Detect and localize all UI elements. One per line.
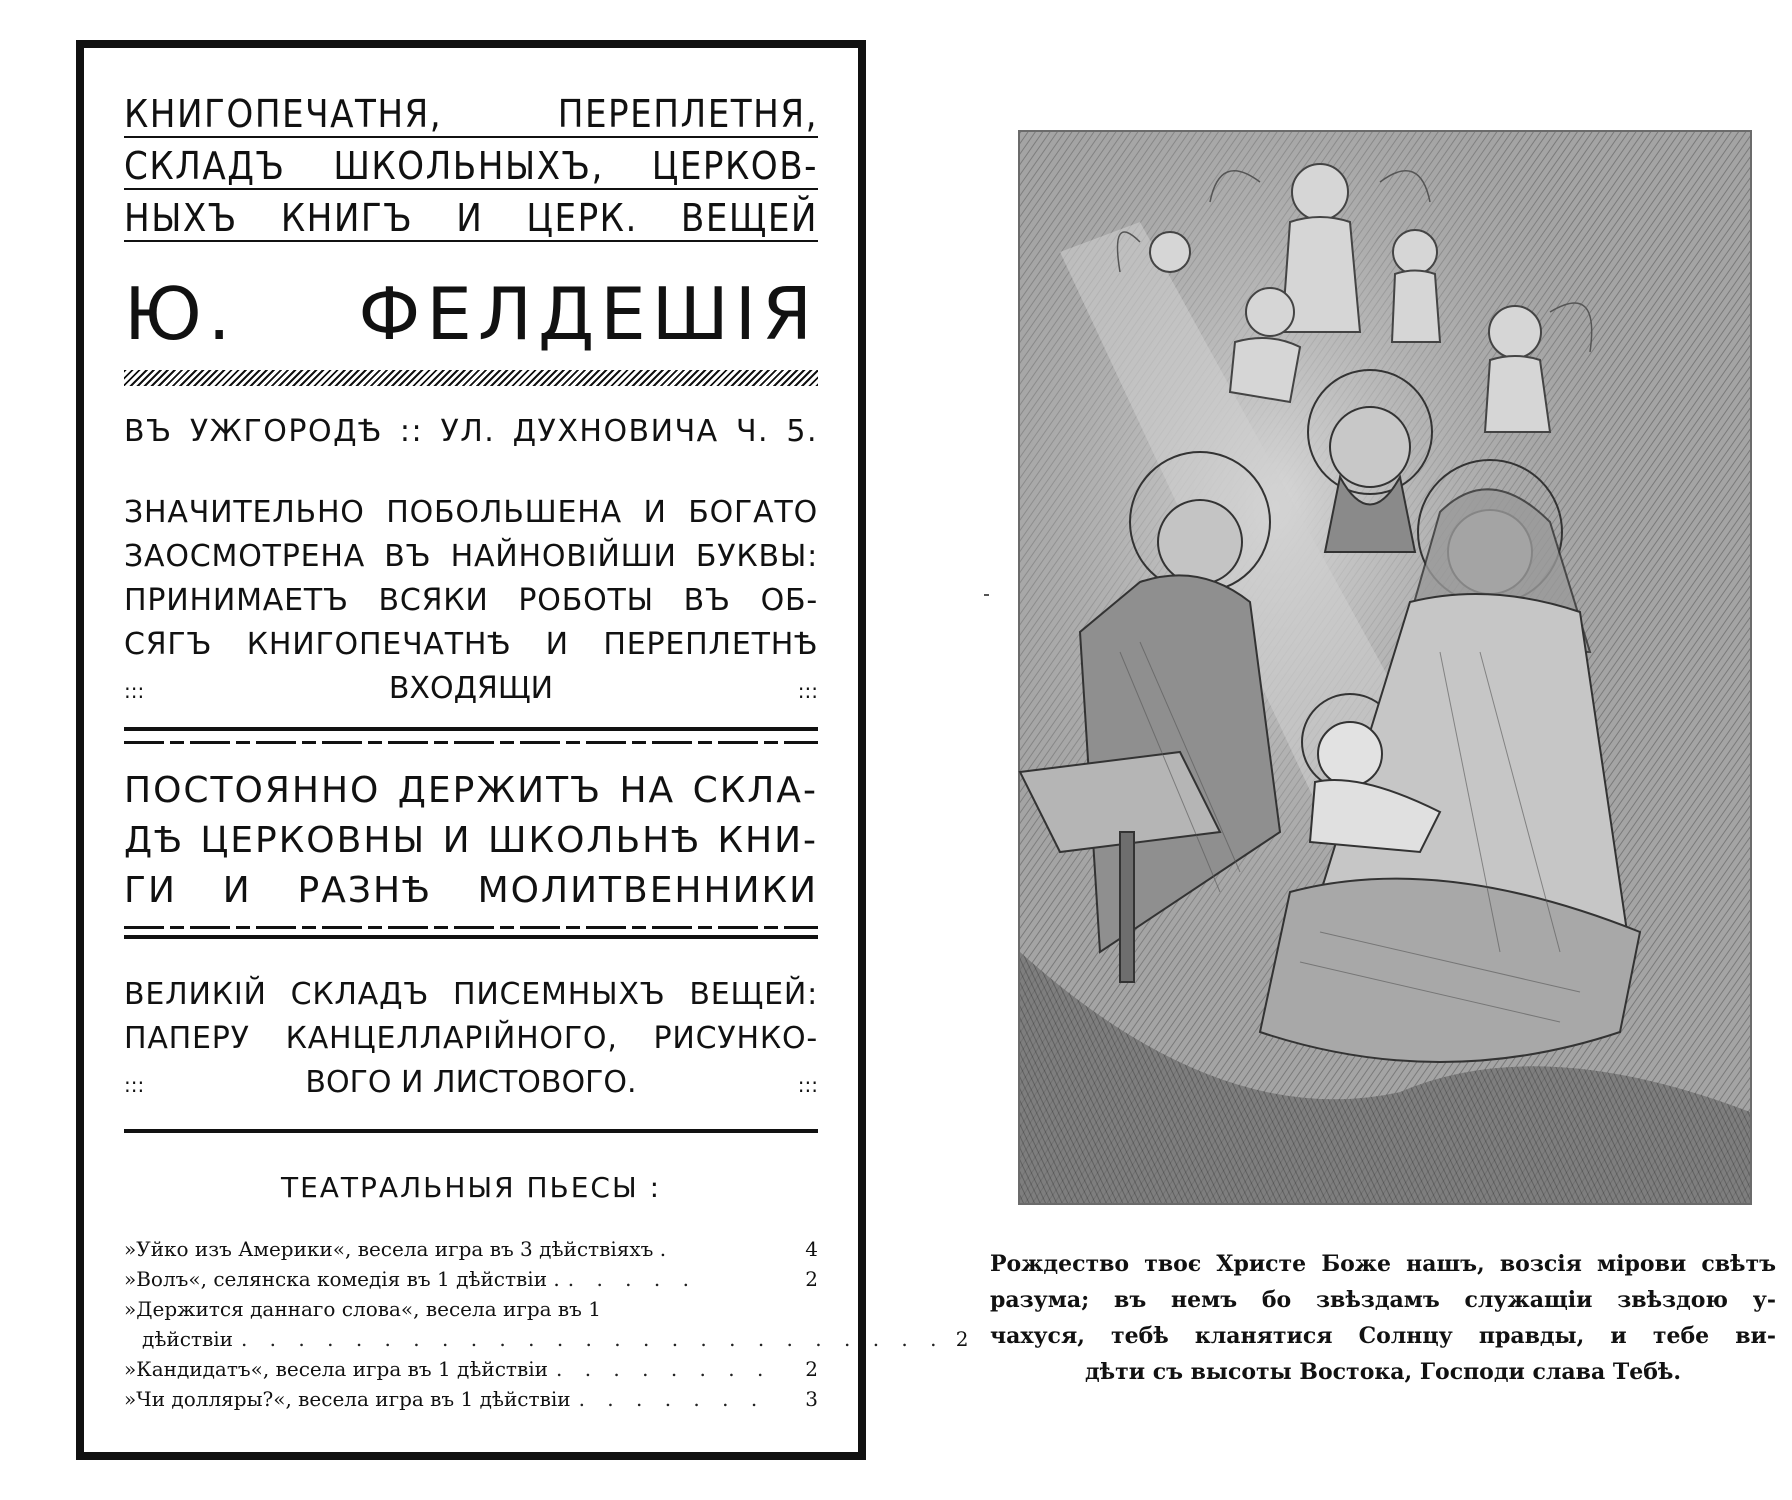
play-title: »Кандидатъ«, весела игра въ 1 дѣйствіи [124, 1357, 548, 1381]
divider-rule [124, 935, 818, 939]
plays-list [124, 1234, 969, 1414]
services-last-line [124, 667, 818, 713]
play-item [124, 1264, 818, 1294]
address-line: ВЪ УЖГОРОДѢ :: УЛ. ДУХНОВИЧА Ч. 5. [124, 414, 818, 449]
dashed-divider [124, 741, 818, 744]
advertisement-page [76, 40, 969, 1460]
caption-line: Рождество твоє Христе Боже нашъ, возсія мірови свѣтъ [990, 1251, 1776, 1277]
stationery-last-text: ВОГО И ЛИСТОВОГО. [305, 1065, 637, 1100]
play-title: »Чи долляры?«, весела игра въ 1 дѣйствіи [124, 1387, 571, 1411]
divider-rule [124, 727, 818, 731]
divider-rule [124, 1129, 818, 1133]
play-acts: 4 [805, 1237, 818, 1261]
caption-line: разума; въ немъ бо звѣздамъ служащіи звѣздою у- [990, 1287, 1776, 1313]
engraving-caption [990, 1246, 1776, 1390]
hatched-divider [124, 370, 818, 386]
stationery-paragraph [124, 973, 818, 1107]
ornament-right: ::: [797, 679, 818, 703]
play-title: »Волъ«, селянска комедія въ 1 дѣйствіи . [124, 1267, 560, 1291]
play-leader: . . . . . [567, 1267, 697, 1291]
nativity-engraving [1018, 130, 1752, 1205]
caption-line: дѣти съ высоты Востока, Господи слава Тебѣ. [1084, 1359, 1682, 1385]
play-acts: 3 [805, 1387, 818, 1411]
play-leader: . . . . . . . . . . . . . . . . . . . . . . . . . [240, 1327, 945, 1351]
services-paragraph [124, 491, 818, 713]
services-line: ЗАОСМОТРЕНА ВЪ НАЙНОВІЙШИ БУКВЫ: [124, 539, 818, 574]
services-line: СЯГЪ КНИГОПЕЧАТНѢ И ПЕРЕПЛЕТНѢ [124, 627, 818, 662]
play-acts: 2 [955, 1327, 969, 1351]
play-title: »Уйко изъ Америки«, весела игра въ 3 дѣйствіяхъ . [124, 1237, 667, 1261]
services-line: ПРИНИМАЕТЪ ВСЯКИ РОБОТЫ ВЪ ОБ- [124, 583, 818, 618]
play-title: »Держится даннаго слова«, весела игра въ 1 [124, 1297, 601, 1321]
plays-title: ТЕАТРАЛЬНЫЯ ПЬЕСЫ : [280, 1171, 661, 1204]
stray-mark [984, 594, 989, 596]
ornament-left: ::: [124, 1073, 145, 1097]
stationery-line: ВЕЛИКІЙ СКЛАДЪ ПИСЕМНЫХЪ ВЕЩЕЙ: [124, 977, 818, 1012]
play-item [124, 1384, 818, 1414]
caption-line: чахуся, тебѣ кланятися Солнцу правды, и тебе ви- [990, 1323, 1776, 1349]
play-item [124, 1294, 818, 1324]
ornament-left: ::: [124, 679, 145, 703]
stock-line: ГИ И РАЗНѢ МОЛИТВЕННИКИ [124, 870, 818, 911]
play-acts: 2 [805, 1267, 818, 1291]
header-line-3: НЫХЪ КНИГЪ И ЦЕРК. ВЕЩЕЙ [124, 196, 818, 240]
stock-paragraph [124, 766, 818, 916]
header-line-2: СКЛАДЪ ШКОЛЬНЫХЪ, ЦЕРКОВ- [124, 144, 818, 188]
ornament-right: ::: [797, 1073, 818, 1097]
stock-line: ДѢ ЦЕРКОВНЫ И ШКОЛЬНѢ КНИ- [124, 820, 818, 861]
services-line: ЗНАЧИТЕЛЬНО ПОБОЛЬШЕНА И БОГАТО [124, 495, 818, 530]
stock-line: ПОСТОЯННО ДЕРЖИТЪ НА СКЛА- [124, 770, 818, 811]
play-leader: . . . . . . . . [555, 1357, 772, 1381]
play-title: дѣйствіи [142, 1327, 233, 1351]
services-last-text: ВХОДЯЩИ [388, 671, 554, 706]
engraving-drawing [1020, 132, 1750, 1203]
play-acts: 2 [805, 1357, 818, 1381]
play-item [124, 1324, 969, 1354]
play-leader: . . . . . . . [578, 1387, 766, 1411]
header-line-1: КНИГОПЕЧАТНЯ, ПЕРЕПЛЕТНЯ, [124, 92, 818, 136]
dashed-divider [124, 926, 818, 929]
stationery-line: ПАПЕРУ КАНЦЕЛЛАРІЙНОГО, РИСУНКО- [124, 1021, 818, 1056]
play-item [124, 1354, 818, 1384]
play-item [124, 1234, 818, 1264]
firm-name: Ю. ФЕЛДЕШІЯ [124, 272, 818, 356]
stationery-last-line [124, 1061, 818, 1107]
advertisement-content [124, 88, 969, 1412]
